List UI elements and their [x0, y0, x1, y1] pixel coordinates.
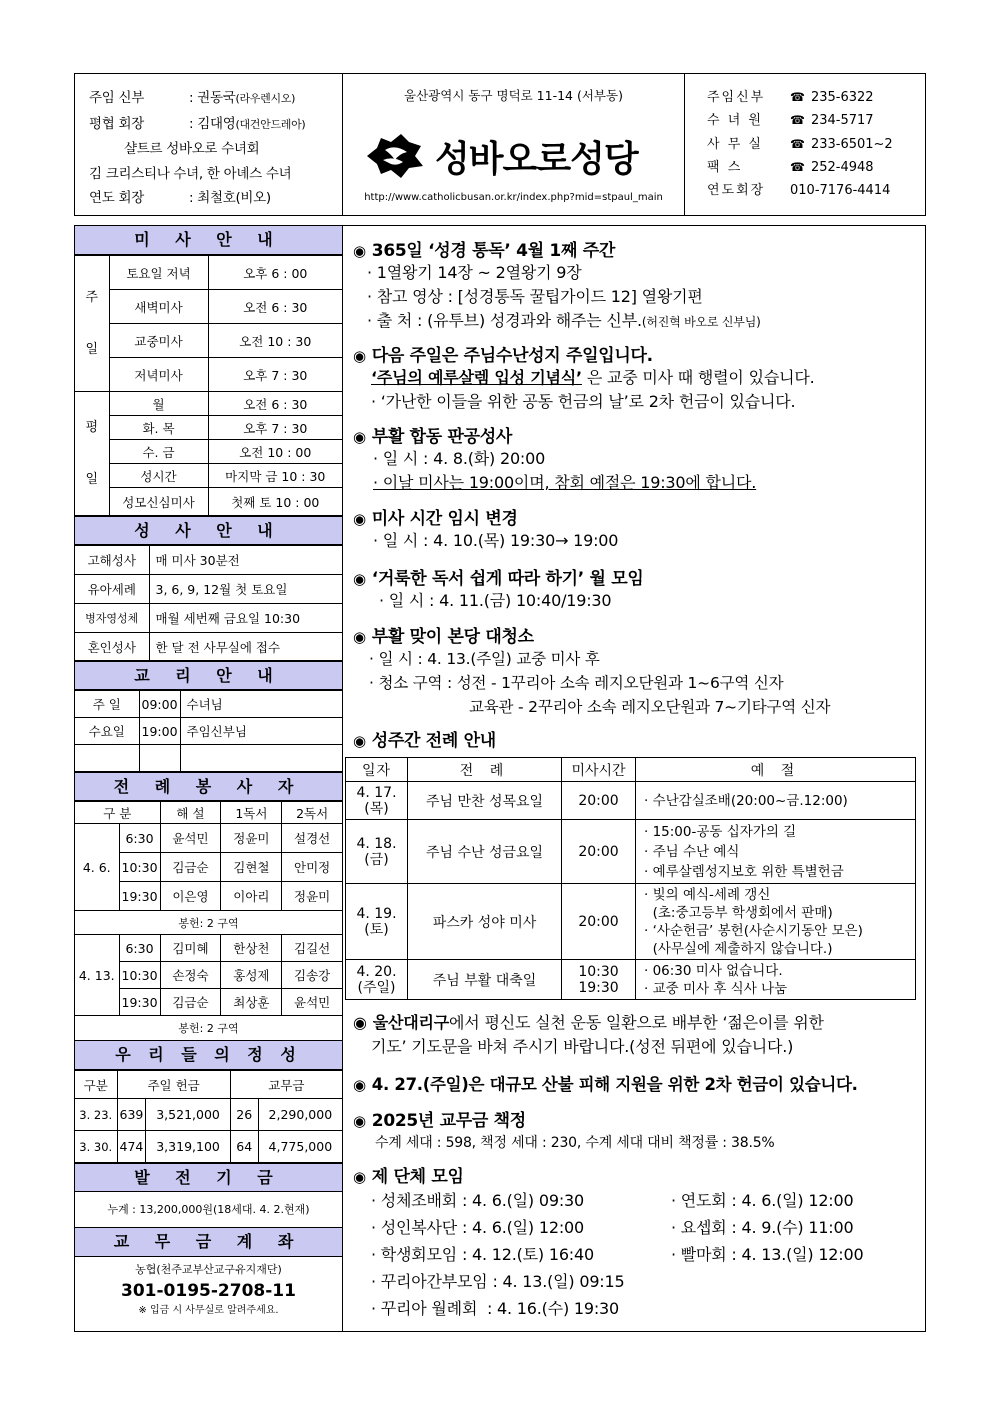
staff-list	[75, 74, 343, 215]
phone-icon: ☎	[790, 159, 805, 174]
contact-row: 연도회장 010-7176-4414	[707, 183, 891, 199]
staff-yeondo: 연도 회장 : 최철호(비오)	[89, 190, 271, 206]
fund-section-title: 발 전 기 금	[75, 1163, 342, 1192]
bullet-icon: ◉	[353, 510, 366, 528]
bullet-icon: ◉	[353, 628, 366, 646]
bonhun-note: 봉헌: 2 구역	[75, 1016, 342, 1041]
fund-total: 누계 : 13,200,000원(18세대. 4. 2.현재)	[75, 1192, 342, 1228]
notice-dues-assessment: ◉ 2025년 교무금 책정 수계 세대 : 598, 책정 세대 : 230, 수계 세대 대비 책정률 : 38.5%	[353, 1111, 775, 1151]
holy-week-section: ◉ 성주간 전례 안내	[353, 731, 496, 751]
mass-table: 주 일 토요일 저녁 오후 6 : 00 새벽미사 오전 6 : 30 교중미사 오전 10 : 30 저녁미사 오후 7 : 30 평 일 월 오전 6 : 30 화. 목 오후 7 : 30 수. 금 오전 10 : 00 성시간 마지막 금 10 : 30 성모신심미사 첫째 토 10 : 00	[75, 255, 342, 516]
parish-title-block	[343, 74, 685, 215]
staff-sisters-names: 김 크리스티나 수녀, 한 아녜스 수녀	[89, 165, 292, 182]
staff-sisters: 샬트르 성바오로 수녀회	[124, 141, 260, 157]
bullet-icon: ◉	[353, 732, 366, 750]
catechism-section-title: 교 리 안 내	[75, 661, 342, 690]
contact-list	[685, 74, 926, 215]
bullet-icon: ◉	[353, 1013, 367, 1032]
mass-section-title: 미 사 안 내	[75, 226, 342, 255]
sacrament-section-title: 성 사 안 내	[75, 516, 342, 545]
bullet-icon: ◉	[353, 1168, 366, 1186]
phone-icon: ☎	[790, 113, 805, 128]
sunday-label: 주 일	[75, 256, 109, 392]
table-row: 4. 19. (토) 파스카 성야 미사 20:00 · 빛의 예식-세례 갱신 (초:중고등부 학생회에서 판매) · ‘사순헌금’ 봉헌(사순시기동안 모은) (사무실에 제출하지 않습니다.)	[346, 884, 916, 960]
phone-icon: ☎	[790, 90, 805, 104]
account-bank: 농협(천주교부산교구유지재단)	[135, 1263, 282, 1276]
table-row: 4. 17. (목) 주님 만찬 성목요일 20:00 · 수난감실조배(20:00~금.12:00)	[346, 782, 916, 820]
notice-palm-sunday: ◉ 다음 주일은 주님수난성지 주일입니다. ‘주님의 예루살렘 입성 기념식’ 은 교중 미사 때 행렬이 있습니다. · ‘가난한 이들을 위한 공동 헌금의 날’로 2차 헌금이 있습니다.	[353, 346, 815, 411]
account-number: 301-0195-2708-11	[121, 1281, 296, 1301]
account-note: ※ 입금 시 사무실로 알려주세요.	[138, 1305, 279, 1316]
staff-council: 평협 회장 : 김대영(대건안드레아)	[89, 115, 306, 132]
logo	[363, 126, 638, 186]
notice-mass-time-change: ◉ 미사 시간 임시 변경 · 일 시 : 4. 10.(목) 19:30→ 19:00	[353, 509, 619, 550]
contact-row: 사 무 실 ☎ 233-6501~2	[707, 133, 926, 156]
catechism-table: 주 일 09:00 수녀님 수요일 19:00 주임신부님	[75, 690, 342, 772]
contact-row: 팩 스 ☎ 252-4948	[707, 156, 926, 179]
servers-section-title: 전 례 봉 사 자	[75, 772, 342, 801]
sacrament-table: 고해성사 매 미사 30분전 유아세례 3, 6, 9, 12월 첫 토요일 병자영성체 매월 세번째 금요일 10:30 혼인성사 한 달 전 사무실에 접수	[75, 545, 342, 661]
dove-cross-icon	[363, 130, 427, 182]
contact-row: 수 녀 원 ☎ 234-5717	[707, 109, 926, 132]
notice-bible-reading: ◉ 365일 ‘성경 통독’ 4월 1째 주간 · 1열왕기 14장 ~ 2열왕기 9장 · 참고 영상 : [성경통독 꿀팁가이드 12] 열왕기편 · 출 처 : (유투브) 성경과와 해주는 신부.(허진혁 바오로 신부님)	[353, 241, 761, 330]
offering-section-title: 우 리 들 의 정 성	[75, 1041, 342, 1070]
left-info-column	[74, 225, 343, 1332]
parish-url[interactable]: http://www.catholicbusan.or.kr/index.php?mid=stpaul_main	[364, 192, 663, 203]
account-section-title: 교 무 금 계 좌	[75, 1228, 342, 1257]
staff-pastor: 주임 신부 : 권동국(라우렌시오)	[89, 90, 296, 106]
notice-lectio-meeting: ◉ ‘거룩한 독서 쉽게 따라 하기’ 월 모임 · 일 시 : 4. 11.(금) 10:40/19:30	[353, 569, 644, 610]
bullet-icon: ◉	[353, 1076, 366, 1094]
bulletin-header	[74, 73, 926, 216]
notice-cleaning: ◉ 부활 맞이 본당 대청소 · 일 시 : 4. 13.(주일) 교중 미사 후 · 청소 구역 : 성전 - 1꾸리아 소속 레지오단원과 1~6구역 신자 교육관 - 2꾸리아 소속 레지오단원과 7~기타구역 신자	[353, 627, 831, 716]
holy-week-table: 일자 전 례 미사시간 예 절 4. 17. (목) 주님 만찬 성목요일 20:00 · 수난감실조배(20:00~금.12:00) 4. 18. (금) 주님 수난 성금요일 20:00 · 15:00-공동 십자가의 길 · 주님 수난 예식 · 예루살렘성지보호 위한 특별헌금 4. 19. (토) 파스카 성야 미사 20:00 · 빛의 예식-세례 갱신 (초:중고등부 학생회에서 판매) · ‘사순헌금’ 봉헌(사순시기동안 모은) (사무실에 제출하지 않습니다.) 4. 20. (주일) 주님 부활 대축일 10:30 19:30 · 06:30 미사 없습니다. · 교중 미사 후 식사 나눔	[345, 757, 916, 1000]
table-row: 4. 18. (금) 주님 수난 성금요일 20:00 · 15:00-공동 십자가의 길 · 주님 수난 예식 · 예루살렘성지보호 위한 특별헌금	[346, 820, 916, 884]
bullet-icon: ◉	[353, 347, 366, 365]
notice-confession: ◉ 부활 합동 판공성사 · 일 시 : 4. 8.(화) 20:00 · 이날 미사는 19:00이며, 참회 예절은 19:30에 합니다.	[353, 427, 757, 492]
notice-group-meetings: ◉ 제 단체 모임 · 성체조배회 : 4. 6.(일) 09:30 · 연도회 : 4. 6.(일) 12:00 · 성인복사단 : 4. 6.(일) 12:00 · 요셉회 : 4. 9.(수) 11:00 · 학생회모임 : 4. 12.(토) 16:40 · 빨마회 : 4. 13.(일) 12:00 · 꾸리아간부모임 : 4. 13.(일) 09:15 · 꾸리아 월례회 : 4. 16.(수) 19:30	[353, 1167, 864, 1318]
parish-name: 성바오로성당	[435, 138, 638, 180]
announcements-column	[343, 225, 926, 1332]
bullet-icon: ◉	[353, 428, 366, 446]
servers-table: 구 분 해 설 1독서 2독서 4. 6. 6:30 윤석민 정윤미 설경선 10:30 김금순 김현철 안미정 19:30 이은영 이아리 정윤미 봉헌: 2 구역 4. 13. 6:30 김미혜 한상천 김길선 10:30 손정숙 홍성제 김송강 19:30 김금순 최상훈 윤석민	[75, 801, 342, 1016]
account-info	[75, 1257, 342, 1319]
contact-row: 주임신부 ☎ 235-6322	[707, 86, 926, 109]
notice-wildfire-offering: ◉ 4. 27.(주일)은 대규모 산불 피해 지원을 위한 2차 헌금이 있습니다.	[353, 1075, 858, 1094]
table-row: 4. 20. (주일) 주님 부활 대축일 10:30 19:30 · 06:30 미사 없습니다. · 교중 미사 후 식사 나눔	[346, 960, 916, 1000]
phone-icon: ☎	[790, 136, 805, 151]
bullet-icon: ◉	[353, 242, 366, 260]
bullet-icon: ◉	[353, 1112, 366, 1130]
offering-table: 구분 주일 헌금 교무금 3. 23. 639 3,521,000 26 2,290,000 3. 30. 474 3,319,100 64 4,775,000	[75, 1070, 342, 1163]
bullet-icon: ◉	[353, 570, 366, 588]
notice-youth-prayer: ◉ 울산대리구에서 평신도 실천 운동 일환으로 배부한 ‘젊은이를 위한 기도’ 기도문을 바쳐 주시기 바랍니다.(성전 뒤편에 있습니다.)	[353, 1013, 824, 1056]
address: 울산광역시 동구 명덕로 11-14 (서부동)	[404, 88, 623, 103]
weekday-label: 평 일	[75, 392, 109, 516]
